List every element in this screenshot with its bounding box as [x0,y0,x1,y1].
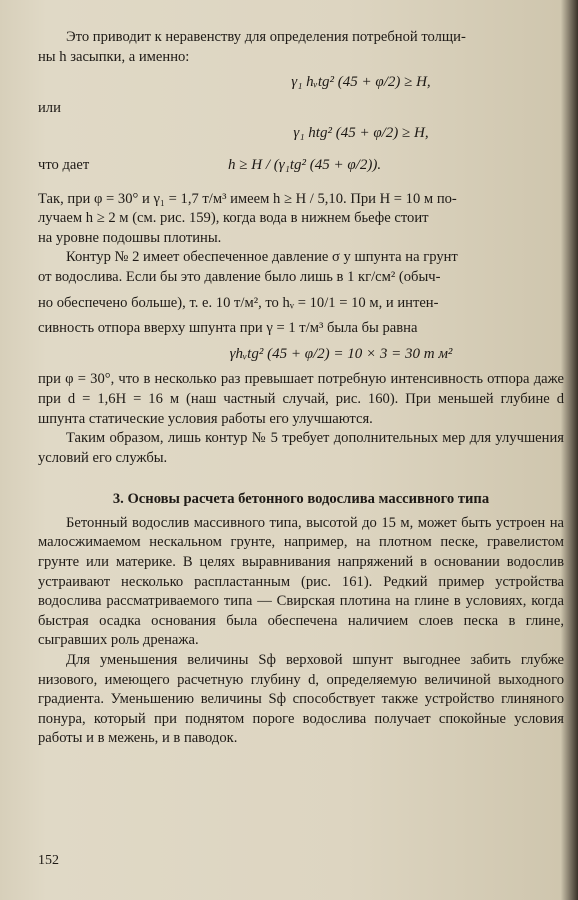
paragraph-1-line-2: ны h засыпки, а именно: [38,48,190,65]
paragraph-6: Бетонный водослив массивного типа, высотой до 15 м, может быть устроен на малосжимаемом нескальном грунте, например, на плотном песке, гравелистом грунте или материке. В целях выравнивания напряжений в основании водослив устраивают несколько распластанным (рис. 161). Редкий пример устройства водослива рассматриваемого типа — Свирская плотина на глине в условиях, когда быстрая осадка основания была обеспечена наличием слоев песка в глине, сыгравших роль дренажа. [38,514,564,649]
paragraph-2-line-3: на уровне подошвы плотины. [38,229,222,246]
formula-1-text: γ₁ hᵥtg² (45 + φ/2) ≥ H, [291,74,431,91]
paragraph-3-line-3: но обеспечено больше), т. е. 10 т/м², то hᵥ = 10/1 = 10 м, и интен- [38,294,439,311]
section-heading: 3. Основы расчета бетонного водослива массивного типа [112,491,490,508]
formula-4 [118,345,564,365]
paragraph-3-line-4: сивность отпора вверху шпунта при γ = 1 т/м³ была бы равна [38,320,418,337]
formula-4-text: γhᵥtg² (45 + φ/2) = 10 × 3 = 30 т м² [229,345,453,362]
word-or: или [38,99,61,116]
paragraph-2-line-1: Так, при φ = 30° и γ₁ = 1,7 т/м³ имеем h ≥ H / 5,10. При H = 10 м по- [38,190,457,207]
paragraph-1-line-1: Это приводит к неравенству для определения потребной толщи- [66,29,466,45]
formula-1 [158,73,564,93]
word-gives: что дает [38,156,90,173]
page-text [38,28,564,749]
formula-3-text: h ≥ H / (γ₁tg² (45 + φ/2)). [228,156,382,173]
paragraph-3-line-2: от водослива. Если бы это давление было лишь в 1 кг/см² (обыч- [38,268,441,285]
page-number: 152 [38,853,59,868]
formula-3-row [38,150,564,182]
paragraph-2-line-2: лучаем h ≥ 2 м (см. рис. 159), когда вода в нижнем бьефе стоит [38,210,429,227]
formula-2 [158,124,564,144]
paragraph-4: при φ = 30°, что в несколько раз превышает потребную интенсивность отпора даже при d = 1,6H = 16 м (наш частный случай, рис. 160). При меньшей глубине d шпунта статические условия работы его улучшаются. [38,371,564,427]
formula-2-text: γ₁ htg² (45 + φ/2) ≥ H, [293,125,429,142]
paragraph-7: Для уменьшения величины Sф верховой шпунт выгоднее забить глубже низового, имеющего расчетную глубину d, определяемую величиной выходного градиента. Уменьшению величины Sф способствует также устройство глиняного понура, который при поднятом пороге водослива получает спокойные условия работы и в межень, и в паводок. [38,652,564,747]
paragraph-3-line-1: Контур № 2 имеет обеспеченное давление σ у шпунта на грунт [66,249,458,266]
paragraph-5: Таким образом, лишь контур № 5 требует дополнительных мер для улучшения условий его службы. [38,430,564,466]
